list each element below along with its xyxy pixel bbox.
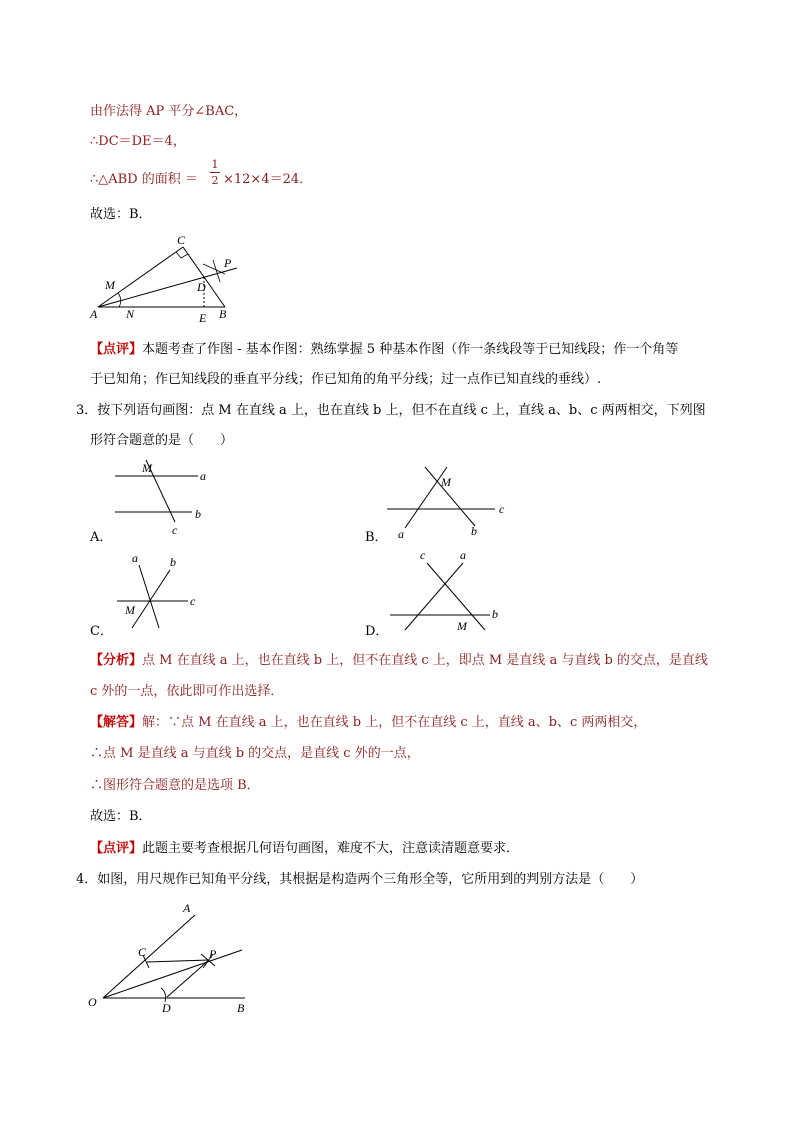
triangle-figure (85, 230, 255, 325)
q3-stem-line-1: 3．按下列语句画图：点 M 在直线 a 上，也在直线 b 上，但不在直线 c 上，直线 a、b、c 两两相交，下列图 (76, 403, 706, 418)
fraction-numerator: 1 (211, 158, 219, 171)
solution-line-3b: ×12×4＝24． (223, 172, 313, 187)
svg-text:a: a (132, 551, 138, 565)
answer-line-2: ∴点 M 是直线 a 与直线 b 的交点，是直线 c 外的一点， (90, 746, 420, 761)
svg-text:b: b (492, 607, 498, 621)
svg-text:b: b (170, 555, 176, 569)
label: M (105, 278, 115, 292)
angle-bisector-figure (85, 900, 265, 1020)
svg-text:a: a (398, 527, 404, 541)
solution-line-2: ∴DC＝DE＝4， (90, 134, 186, 149)
label: A (90, 307, 98, 321)
answer-choice: 故选：B． (90, 809, 152, 824)
svg-text:M: M (142, 461, 152, 475)
svg-text:C: C (138, 945, 147, 959)
option-a-figure (110, 458, 220, 537)
option-a-label: A． (90, 530, 113, 545)
option-b-figure (385, 462, 515, 542)
label: D (197, 280, 206, 294)
label: N (126, 307, 135, 321)
label: P (224, 256, 232, 270)
label: B (219, 307, 227, 321)
option-b-label: B． (365, 530, 388, 545)
svg-text:M: M (457, 619, 467, 633)
svg-text:b: b (471, 524, 477, 538)
svg-text:c: c (499, 502, 505, 516)
choice-line: 故选：B． (90, 207, 152, 222)
svg-text:B: B (237, 1001, 245, 1015)
answer-line-1: 【解答】解：∵点 M 在直线 a 上，也在直线 b 上，但不在直线 c 上，直线 a、b、c 两两相交， (90, 715, 647, 730)
analysis-line-2: c 外的一点，依此即可作出选择． (90, 684, 284, 699)
option-d-figure (385, 545, 515, 635)
analysis-line-1: 【分析】点 M 在直线 a 上，也在直线 b 上，但不在直线 c 上，即点 M 是直线 a 与直线 b 的交点，是直线 (90, 653, 708, 668)
label: C (177, 233, 186, 247)
comment-2: 【点评】此题主要考查根据几何语句画图，难度不大，注意读清题意要求． (90, 841, 520, 856)
svg-text:A: A (183, 901, 191, 915)
svg-text:M: M (125, 603, 135, 617)
option-d-label: D． (365, 624, 389, 639)
svg-text:c: c (190, 594, 196, 608)
solution-line-3a: ∴△ABD 的面积 ＝ (90, 172, 198, 187)
answer-line-3: ∴图形符合题意的是选项 B． (90, 778, 260, 793)
svg-text:c: c (420, 548, 426, 562)
q4-stem: 4．如图，用尺规作已知角平分线，其根据是构造两个三角形全等，它所用到的判别方法是（ ） (76, 872, 644, 887)
fraction-denominator: 2 (211, 174, 219, 187)
comment-1-line-2: 于已知角；作已知线段的垂直平分线；作已知角的角平分线；过一点作已知直线的垂线）. (90, 372, 602, 387)
label: E (199, 311, 207, 325)
svg-text:P: P (209, 947, 217, 961)
svg-text:M: M (441, 475, 451, 489)
option-c-figure (112, 550, 212, 635)
q3-stem-line-2: 形符合题意的是（ ） (90, 433, 234, 448)
svg-text:D: D (162, 1001, 171, 1015)
svg-text:O: O (88, 995, 97, 1009)
svg-text:c: c (172, 523, 178, 537)
comment-1-line-1: 【点评】本题考查了作图 - 基本作图：熟练掌握 5 种基本作图（作一条线段等于已知线段；作一个角等 (90, 342, 679, 357)
svg-text:a: a (460, 548, 466, 562)
fraction-bar (210, 172, 220, 173)
svg-text:a: a (200, 469, 206, 483)
solution-line-1: 由作法得 AP 平分∠BAC， (90, 104, 248, 119)
svg-text:b: b (195, 507, 201, 521)
option-c-label: C． (90, 624, 113, 639)
